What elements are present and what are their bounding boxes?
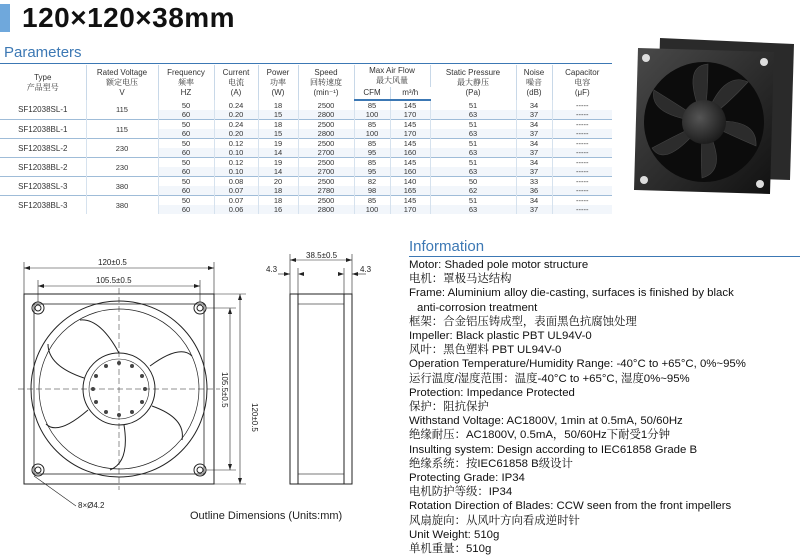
info-line: anti-corrosion treatment — [417, 301, 538, 314]
information-list — [409, 258, 800, 556]
cell-current: 0.07 — [214, 196, 258, 206]
cell-freq: 60 — [158, 167, 214, 177]
cell-type: SF12038SL-3 — [0, 177, 86, 196]
cell-type: SF12038SL-1 — [0, 100, 86, 120]
cell-current: 0.24 — [214, 100, 258, 110]
cell-freq: 60 — [158, 186, 214, 196]
cell-cap: ----- — [552, 110, 612, 120]
cell-voltage: 230 — [86, 139, 158, 158]
cell-cfm: 82 — [354, 177, 390, 187]
cell-power: 14 — [258, 148, 298, 158]
cell-current: 0.20 — [214, 110, 258, 120]
table-row — [0, 158, 612, 168]
cell-current: 0.20 — [214, 129, 258, 139]
cell-noise: 34 — [516, 196, 552, 206]
info-line: Protecting Grade: IP34 — [409, 472, 525, 485]
cell-cap: ----- — [552, 196, 612, 206]
cell-noise: 37 — [516, 205, 552, 214]
cell-cap: ----- — [552, 148, 612, 158]
cell-power: 19 — [258, 139, 298, 149]
outline-drawing — [0, 248, 400, 548]
cell-noise: 33 — [516, 177, 552, 187]
th-pressure: Static Pressure 最大静压 (Pa) — [430, 65, 516, 100]
title-text: 120×120×38mm — [22, 2, 236, 33]
cell-pressure: 63 — [430, 148, 516, 158]
cell-noise: 34 — [516, 139, 552, 149]
cell-current: 0.10 — [214, 148, 258, 158]
side-view — [290, 294, 352, 484]
th-current: Current 电流 (A) — [214, 65, 258, 100]
parameters-table — [0, 65, 612, 214]
cell-pressure: 63 — [430, 205, 516, 214]
cell-speed: 2500 — [298, 100, 354, 110]
table-row — [0, 120, 612, 130]
cell-current: 0.08 — [214, 177, 258, 187]
cell-cap: ----- — [552, 129, 612, 139]
cell-voltage: 380 — [86, 177, 158, 196]
th-voltage: Rated Voltage 额定电压 V — [86, 65, 158, 100]
cell-freq: 50 — [158, 100, 214, 110]
cell-noise: 37 — [516, 167, 552, 177]
dim-width: 120±0.5 — [98, 258, 127, 267]
cell-speed: 2780 — [298, 186, 354, 196]
cell-m3h: 170 — [390, 110, 430, 120]
cell-power: 14 — [258, 167, 298, 177]
cell-current: 0.06 — [214, 205, 258, 214]
cell-m3h: 145 — [390, 196, 430, 206]
information-heading: Information — [409, 238, 485, 255]
cell-speed: 2500 — [298, 120, 354, 130]
cell-power: 16 — [258, 205, 298, 214]
cell-cap: ----- — [552, 177, 612, 187]
cell-cfm: 100 — [354, 205, 390, 214]
cell-cfm: 85 — [354, 120, 390, 130]
info-line: Frame: Aluminium alloy die-casting, surfaces is finished by black — [409, 287, 734, 300]
info-line: 绝缘耐压：AC1800V, 0.5mA，50/60Hz下耐受1分钟 — [409, 429, 671, 442]
title-accent-bar — [0, 4, 10, 32]
cell-current: 0.07 — [214, 186, 258, 196]
th-noise: Noise 噪音 (dB) — [516, 65, 552, 100]
cell-voltage: 115 — [86, 100, 158, 120]
cell-cap: ----- — [552, 158, 612, 168]
cell-noise: 34 — [516, 120, 552, 130]
cell-freq: 50 — [158, 177, 214, 187]
cell-cfm: 95 — [354, 167, 390, 177]
parameters-heading: Parameters — [4, 44, 82, 61]
cell-current: 0.24 — [214, 120, 258, 130]
cell-m3h: 160 — [390, 148, 430, 158]
dim-height: 120±0.5 — [250, 403, 259, 432]
parameters-rule — [0, 63, 612, 64]
cell-type: SF12038BL-3 — [0, 196, 86, 215]
cell-current: 0.10 — [214, 167, 258, 177]
cell-pressure: 51 — [430, 120, 516, 130]
cell-cap: ----- — [552, 139, 612, 149]
table-row — [0, 177, 612, 187]
th-cfm: CFM — [354, 87, 390, 100]
cell-freq: 60 — [158, 148, 214, 158]
cell-pressure: 63 — [430, 129, 516, 139]
cell-freq: 60 — [158, 110, 214, 120]
dim-flange-left: 4.3 — [266, 265, 278, 274]
dim-hole-spacing: 105.5±0.5 — [96, 276, 132, 285]
cell-speed: 2500 — [298, 196, 354, 206]
cell-speed: 2500 — [298, 139, 354, 149]
info-line: Motor: Shaded pole motor structure — [409, 259, 589, 271]
cell-cap: ----- — [552, 186, 612, 196]
cell-speed: 2500 — [298, 158, 354, 168]
info-line: 风叶：黑色塑料 PBT UL94V-0 — [409, 344, 562, 357]
fan-photo — [630, 30, 798, 200]
outline-caption: Outline Dimensions (Units:mm) — [190, 510, 343, 522]
cell-cap: ----- — [552, 120, 612, 130]
cell-power: 15 — [258, 110, 298, 120]
info-line: 风扇旋向：从风叶方向看成逆时针 — [409, 514, 580, 527]
cell-cap: ----- — [552, 167, 612, 177]
front-view — [18, 288, 220, 490]
cell-pressure: 51 — [430, 100, 516, 110]
cell-noise: 37 — [516, 110, 552, 120]
cell-power: 18 — [258, 186, 298, 196]
cell-speed: 2800 — [298, 129, 354, 139]
cell-pressure: 62 — [430, 186, 516, 196]
info-line: Operation Temperature/Humidity Range: -40°C to +65°C, 0%~95% — [409, 358, 746, 371]
cell-power: 19 — [258, 158, 298, 168]
cell-cfm: 85 — [354, 196, 390, 206]
cell-noise: 37 — [516, 148, 552, 158]
cell-speed: 2700 — [298, 167, 354, 177]
th-power: Power 功率 (W) — [258, 65, 298, 100]
front-dims — [24, 262, 246, 506]
cell-m3h: 145 — [390, 158, 430, 168]
cell-cap: ----- — [552, 205, 612, 214]
cell-cfm: 95 — [354, 148, 390, 158]
information-rule — [409, 256, 800, 257]
side-dim-arrows — [284, 258, 358, 276]
cell-power: 20 — [258, 177, 298, 187]
cell-pressure: 51 — [430, 158, 516, 168]
dim-flange-right: 4.3 — [360, 265, 372, 274]
th-airflow: Max Air Flow 最大风量 — [354, 65, 430, 87]
cell-voltage: 380 — [86, 196, 158, 215]
info-line: 保护：阻抗保护 — [409, 401, 489, 414]
cell-type: SF12038SL-2 — [0, 139, 86, 158]
cell-noise: 34 — [516, 158, 552, 168]
dim-holes: 8×Ø4.2 — [78, 501, 105, 510]
cell-pressure: 50 — [430, 177, 516, 187]
th-m3h: m³/h — [390, 87, 430, 100]
info-line: 电机防护等级：IP34 — [409, 486, 513, 499]
info-line: Rotation Direction of Blades: CCW seen from the front impellers — [409, 500, 732, 513]
th-frequency: Frequency 频率 HZ — [158, 65, 214, 100]
cell-pressure: 51 — [430, 139, 516, 149]
cell-m3h: 145 — [390, 120, 430, 130]
cell-cfm: 100 — [354, 129, 390, 139]
cell-power: 18 — [258, 120, 298, 130]
cell-voltage: 115 — [86, 120, 158, 139]
cell-noise: 37 — [516, 129, 552, 139]
cell-speed: 2800 — [298, 205, 354, 214]
info-line: Insulting system: Design according to IEC61858 Grade B — [409, 443, 698, 456]
cell-pressure: 51 — [430, 196, 516, 206]
cell-m3h: 145 — [390, 100, 430, 110]
th-type: Type 产品型号 — [0, 65, 86, 100]
cell-pressure: 63 — [430, 110, 516, 120]
cell-speed: 2500 — [298, 177, 354, 187]
cell-freq: 50 — [158, 120, 214, 130]
info-line: Impeller: Black plastic PBT UL94V-0 — [409, 330, 592, 343]
info-line: Unit Weight: 510g — [409, 528, 500, 541]
cell-power: 15 — [258, 129, 298, 139]
cell-cfm: 98 — [354, 186, 390, 196]
cell-m3h: 170 — [390, 129, 430, 139]
cell-freq: 50 — [158, 158, 214, 168]
cell-speed: 2700 — [298, 148, 354, 158]
info-line: 绝缘系统：按IEC61858 B级设计 — [409, 457, 573, 470]
cell-freq: 60 — [158, 205, 214, 214]
cell-cfm: 85 — [354, 100, 390, 110]
page-title — [0, 2, 235, 34]
th-speed: Speed 回转速度 (min⁻¹) — [298, 65, 354, 100]
th-capacitor: Capacitor 电容 (μF) — [565, 67, 600, 97]
cell-type: SF12038BL-2 — [0, 158, 86, 177]
cell-power: 18 — [258, 100, 298, 110]
info-line: 运行温度/湿度范围：温度-40°C to +65°C, 湿度0%~95% — [409, 372, 690, 385]
cell-noise: 36 — [516, 186, 552, 196]
cell-cfm: 85 — [354, 139, 390, 149]
cell-m3h: 170 — [390, 205, 430, 214]
cell-cfm: 100 — [354, 110, 390, 120]
cell-freq: 50 — [158, 196, 214, 206]
info-line: Withstand Voltage: AC1800V, 1min at 0.5mA, 50/60Hz — [409, 415, 683, 428]
cell-speed: 2800 — [298, 110, 354, 120]
cell-m3h: 145 — [390, 139, 430, 149]
cell-power: 18 — [258, 196, 298, 206]
cell-m3h: 160 — [390, 167, 430, 177]
dim-hole-spacing-v: 105.5±0.5 — [220, 372, 229, 408]
info-line: 单机重量：510g — [409, 543, 492, 556]
cell-cfm: 85 — [354, 158, 390, 168]
info-line: Protection: Impedance Protected — [409, 386, 575, 399]
cell-cap: ----- — [552, 100, 612, 110]
info-line: 电机：罩极马达结构 — [409, 273, 512, 286]
fan-hub — [682, 100, 726, 144]
cell-m3h: 140 — [390, 177, 430, 187]
cell-current: 0.12 — [214, 158, 258, 168]
parameters-body — [0, 100, 612, 214]
cell-freq: 60 — [158, 129, 214, 139]
cell-pressure: 63 — [430, 167, 516, 177]
cell-freq: 50 — [158, 139, 214, 149]
table-row — [0, 139, 612, 149]
info-line: 框架：合金铝压铸成型，表面黑色抗腐蚀处理 — [409, 315, 637, 328]
cell-type: SF12038BL-1 — [0, 120, 86, 139]
cell-current: 0.12 — [214, 139, 258, 149]
cell-m3h: 165 — [390, 186, 430, 196]
table-row — [0, 196, 612, 206]
cell-voltage: 230 — [86, 158, 158, 177]
table-row — [0, 100, 612, 110]
dim-depth: 38.5±0.5 — [306, 251, 338, 260]
cell-noise: 34 — [516, 100, 552, 110]
